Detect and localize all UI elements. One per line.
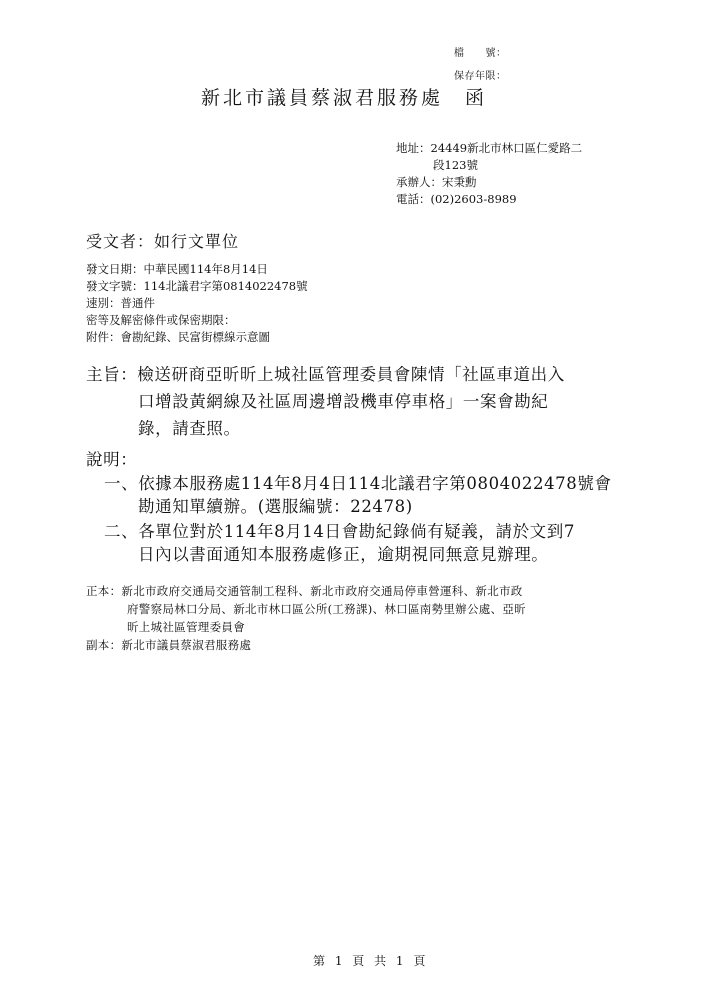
explanation-item1-line1: 一、依據本服務處114年8月4日114北議君字第0804022478號會 [104, 474, 612, 493]
sender-info [396, 140, 582, 208]
retention-period-label: 保存年限： [454, 71, 507, 82]
sender-address-line2: 段123號 [433, 158, 478, 172]
subject-line2: 口增設黃網線及社區周邊增設機車停車格」一案會勘紀 [138, 392, 549, 411]
main-recipients-line1: 正本：新北市政府交通局交通管制工程科、新北市政府交通局停車營運科、新北市政 [86, 584, 523, 598]
sender-phone: 電話：(02)2603-8989 [396, 192, 517, 206]
main-recipients-line2: 府警察局林口分局、新北市林口區公所(工務課)、林口區南勢里辦公處、亞昕 [127, 602, 526, 616]
recipient: 受文者：如行文單位 [86, 232, 240, 251]
file-number-label: 檔 號： [454, 48, 507, 59]
explanation-item2-line2: 日內以書面通知本服務處修正，逾期視同無意見辦理。 [138, 545, 549, 564]
delivery-speed: 速別：普通件 [86, 296, 155, 310]
attachments: 附件：會勘紀錄、民富街標線示意圖 [86, 330, 270, 344]
issue-date: 發文日期：中華民國114年8月14日 [86, 262, 268, 276]
explanation-heading: 說明： [86, 450, 138, 469]
document-title: 新北市議員蔡淑君服務處 函 [201, 87, 488, 109]
explanation-item2-line1: 二、各單位對於114年8月14日會勘紀錄倘有疑義，請於文到7 [104, 522, 575, 541]
document-meta [86, 261, 308, 346]
copy-recipients: 副本：新北市議員蔡淑君服務處 [86, 638, 252, 652]
subject-line3: 錄，請查照。 [138, 419, 241, 438]
subject-line1: 主旨：檢送研商亞昕昕上城社區管理委員會陳情「社區車道出入 [86, 365, 565, 384]
document-number: 發文字號：114北議君字第0814022478號 [86, 279, 308, 293]
security-classification: 密等及解密條件或保密期限： [86, 313, 236, 327]
sender-contact: 承辦人：宋秉勳 [396, 175, 477, 189]
explanation-item1-line2: 勘通知單續辦。(選服編號：22478) [138, 497, 413, 516]
main-recipients-line3: 昕上城社區管理委員會 [127, 620, 245, 634]
page-number: 第 1 頁 共 1 頁 [313, 954, 429, 968]
sender-address-line1: 地址：24449新北市林口區仁愛路二 [396, 141, 583, 155]
